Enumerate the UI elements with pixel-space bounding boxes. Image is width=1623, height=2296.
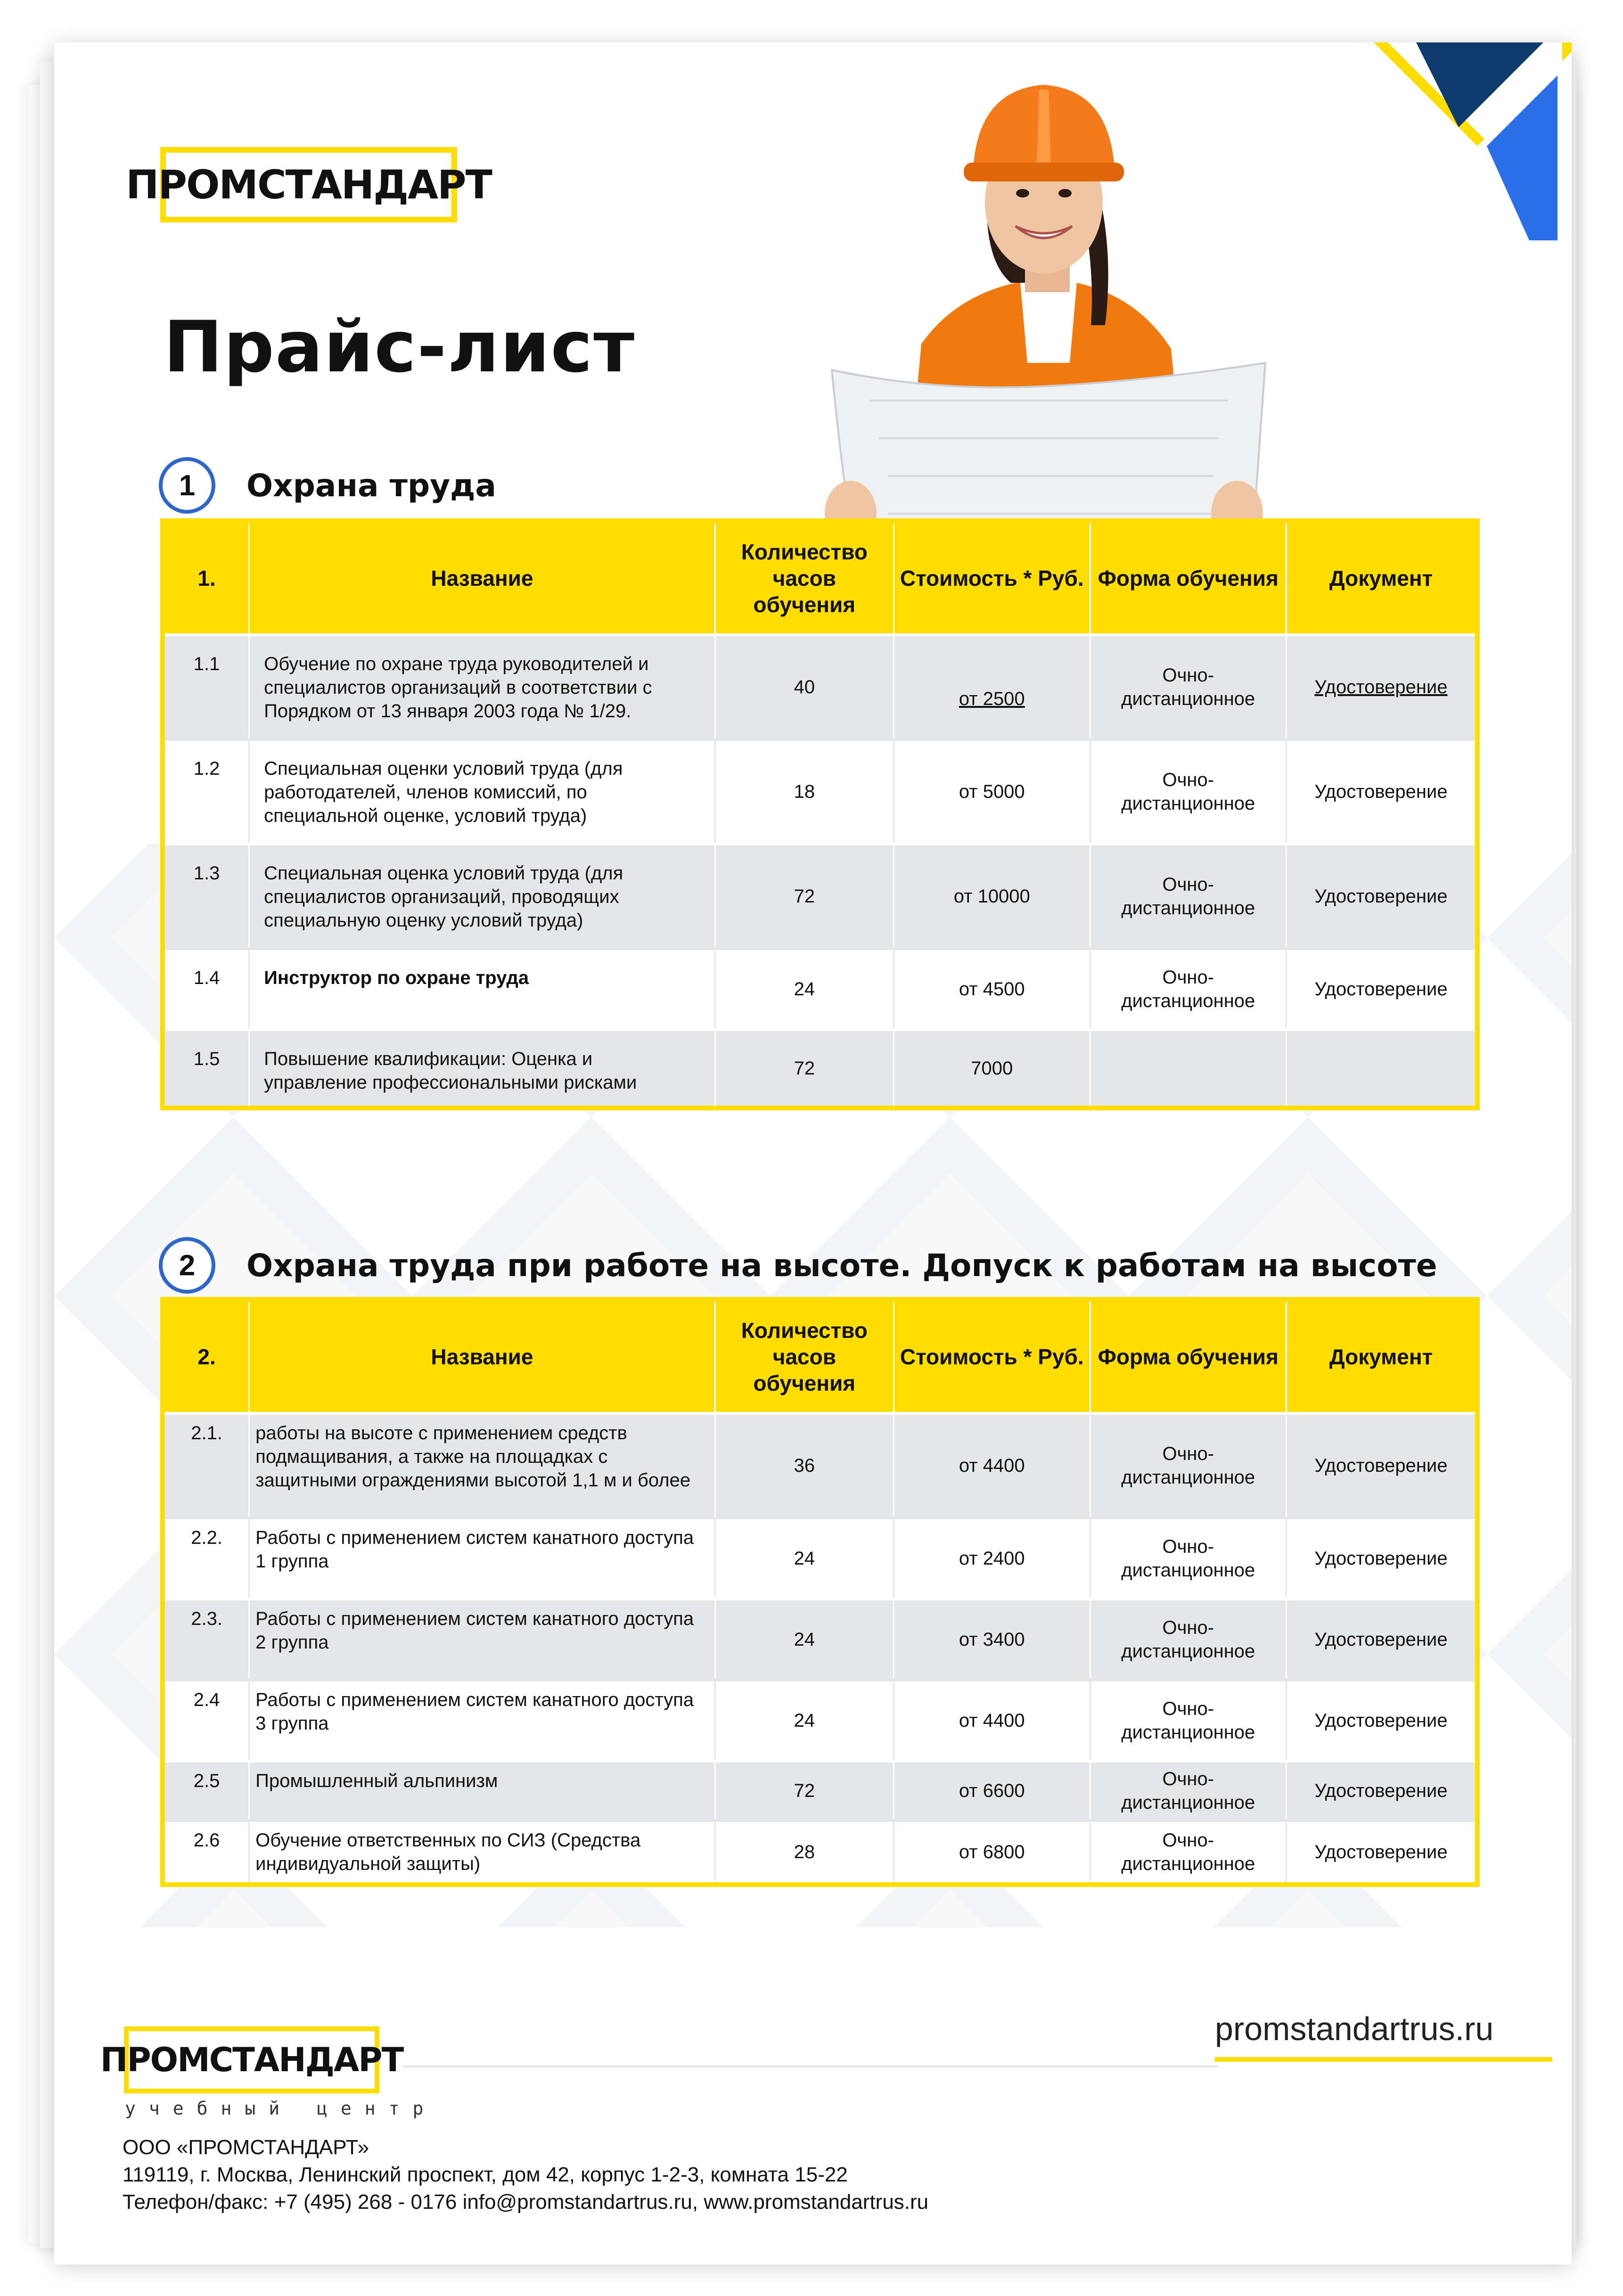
row-price-link[interactable]: от 2500 — [959, 689, 1025, 709]
row-form: Очно-дистанционное — [1090, 1680, 1286, 1761]
company-address: 119119, г. Москва, Ленинский проспект, дом 42, корпус 1-2-3, комната 15-22 — [123, 2163, 848, 2186]
row-num: 2.6 — [163, 1820, 249, 1885]
row-num: 2.4 — [163, 1680, 249, 1761]
row-doc: Удостоверение — [1287, 844, 1477, 949]
row-doc-link[interactable]: Удостоверение — [1314, 677, 1448, 697]
header-price: Стоимость * Руб. — [894, 521, 1090, 635]
row-price: от 10000 — [894, 844, 1090, 949]
row-name: Обучение по охране труда руководителей и специалистов организаций в соответствии с Порядком от 13 января 2003 года № 1/29. — [249, 635, 715, 739]
page-title: Прайс-лист — [164, 306, 636, 388]
table-row — [163, 1413, 1477, 1518]
header-name: Название — [249, 1299, 715, 1413]
row-hours: 18 — [715, 739, 893, 844]
price-table-2 — [160, 1297, 1480, 1887]
footer-logo-text: ПРОМСТАНДАРТ — [100, 2041, 403, 2079]
row-price: 7000 — [894, 1030, 1090, 1108]
section-number-badge: 2 — [159, 1237, 215, 1294]
row-doc: Удостоверение — [1287, 1761, 1477, 1820]
table-header-row — [163, 1299, 1477, 1413]
row-doc: Удостоверение — [1287, 1820, 1477, 1885]
table-row — [163, 635, 1477, 739]
footer-logo — [100, 2026, 403, 2093]
table-row — [163, 1680, 1477, 1761]
row-hours: 24 — [715, 1518, 893, 1599]
header-name: Название — [249, 521, 715, 635]
row-num: 2.1. — [163, 1413, 249, 1518]
row-doc: Удостоверение — [1287, 1413, 1477, 1518]
row-price: от 4500 — [894, 949, 1090, 1030]
row-name: Промышленный альпинизм — [249, 1761, 715, 1820]
row-hours: 24 — [715, 1680, 893, 1761]
row-doc — [1287, 1030, 1477, 1108]
row-hours: 28 — [715, 1820, 893, 1885]
header-num: 1. — [163, 521, 249, 635]
row-name: Работы с применением систем канатного доступа — [255, 1608, 694, 1629]
row-doc: Удостоверение — [1287, 1680, 1477, 1761]
header-num: 2. — [163, 1299, 249, 1413]
row-doc: Удостоверение — [1287, 1599, 1477, 1680]
price-table-1 — [160, 518, 1480, 1110]
corner-decoration — [1345, 42, 1572, 269]
table-row — [163, 739, 1477, 844]
row-form: Очно-дистанционное — [1090, 1413, 1286, 1518]
row-hours: 72 — [715, 1030, 893, 1108]
company-name: ООО «ПРОМСТАНДАРТ» — [123, 2136, 369, 2159]
row-form: Очно-дистанционное — [1090, 949, 1286, 1030]
row-num: 1.4 — [163, 949, 249, 1030]
row-form: Очно-дистанционное — [1090, 635, 1286, 739]
row-form: Очно-дистанционное — [1090, 1599, 1286, 1680]
price-list-page — [54, 42, 1572, 2264]
website-link[interactable]: promstandartrus.ru — [1215, 2010, 1494, 2047]
row-price: от 4400 — [894, 1680, 1090, 1761]
row-num: 1.5 — [163, 1030, 249, 1108]
row-name: Специальная оценка условий труда (для специалистов организаций, проводящих специальную оценку условий труда) — [249, 844, 715, 949]
row-hours: 24 — [715, 949, 893, 1030]
row-name: Работы с применением систем канатного доступа — [255, 1689, 694, 1710]
row-hours: 40 — [715, 635, 893, 739]
row-doc: Удостоверение — [1287, 739, 1477, 844]
row-hours: 72 — [715, 1761, 893, 1820]
row-num: 2.2. — [163, 1518, 249, 1599]
section-title: Охрана труда — [246, 467, 496, 504]
row-num: 2.5 — [163, 1761, 249, 1820]
row-price: от 4400 — [894, 1413, 1090, 1518]
table-row — [163, 1761, 1477, 1820]
header-doc: Документ — [1287, 1299, 1477, 1413]
row-hours: 72 — [715, 844, 893, 949]
footer-tagline: учебный центр — [125, 2098, 437, 2119]
row-price: от 6600 — [894, 1761, 1090, 1820]
row-price: от 2400 — [894, 1518, 1090, 1599]
table-row — [163, 844, 1477, 949]
row-form: Очно-дистанционное — [1090, 1761, 1286, 1820]
logo-text: ПРОМСТАНДАРТ — [126, 162, 492, 208]
row-name-group: 3 группа — [255, 1713, 329, 1734]
website-underline — [1215, 2057, 1552, 2062]
row-price: от 5000 — [894, 739, 1090, 844]
row-name-group: 1 группа — [255, 1551, 329, 1572]
header-hours: Количество часов обучения — [715, 521, 893, 635]
row-num: 1.3 — [163, 844, 249, 949]
table-row — [163, 949, 1477, 1030]
row-name: Работы с применением систем канатного доступа — [255, 1527, 694, 1548]
row-num: 2.3. — [163, 1599, 249, 1680]
row-form — [1090, 1030, 1286, 1108]
header-hours: Количество часов обучения — [715, 1299, 893, 1413]
row-num: 1.1 — [163, 635, 249, 739]
table-row — [163, 1518, 1477, 1599]
section-title: Охрана труда при работе на высоте. Допуск к работам на высоте — [246, 1247, 1437, 1284]
footer-divider — [403, 2066, 1218, 2067]
section-number-badge: 1 — [159, 457, 215, 514]
table-row — [163, 1820, 1477, 1885]
header-form: Форма обучения — [1090, 521, 1286, 635]
header-price: Стоимость * Руб. — [894, 1299, 1090, 1413]
header-doc: Документ — [1287, 521, 1477, 635]
worker-illustration — [813, 61, 1275, 561]
row-name: Специальная оценки условий труда (для работодателей, членов комиссий, по специальной оценке, условий труда) — [249, 739, 715, 844]
row-name-group: 2 группа — [255, 1632, 329, 1653]
row-hours: 24 — [715, 1599, 893, 1680]
row-form: Очно-дистанционное — [1090, 1820, 1286, 1885]
row-name: Повышение квалификации: Оценка и управление профессиональными рисками — [249, 1030, 715, 1108]
row-price: от 3400 — [894, 1599, 1090, 1680]
table-row — [163, 1599, 1477, 1680]
logo — [126, 147, 492, 222]
row-name: работы на высоте с применением средств подмащивания, а также на площадках с защитными ограждениями высотой 1,1 м и более — [249, 1413, 715, 1518]
row-hours: 36 — [715, 1413, 893, 1518]
table-row — [163, 1030, 1477, 1108]
footer-info — [123, 2134, 928, 2216]
row-name: Инструктор по охране труда — [249, 949, 715, 1030]
row-doc: Удостоверение — [1287, 949, 1477, 1030]
row-form: Очно-дистанционное — [1090, 739, 1286, 844]
table-header-row — [163, 521, 1477, 635]
company-contacts: Телефон/факс: +7 (495) 268 - 0176 info@promstandartrus.ru, www.promstandartrus.ru — [123, 2190, 929, 2214]
section-1-header — [159, 457, 496, 514]
row-price: от 6800 — [894, 1820, 1090, 1885]
section-2-header — [159, 1237, 1437, 1294]
row-num: 1.2 — [163, 739, 249, 844]
header-form: Форма обучения — [1090, 1299, 1286, 1413]
row-name: Обучение ответственных по СИЗ (Средства индивидуальной защиты) — [249, 1820, 715, 1885]
row-form: Очно-дистанционное — [1090, 844, 1286, 949]
row-form: Очно-дистанционное — [1090, 1518, 1286, 1599]
row-doc: Удостоверение — [1287, 1518, 1477, 1599]
